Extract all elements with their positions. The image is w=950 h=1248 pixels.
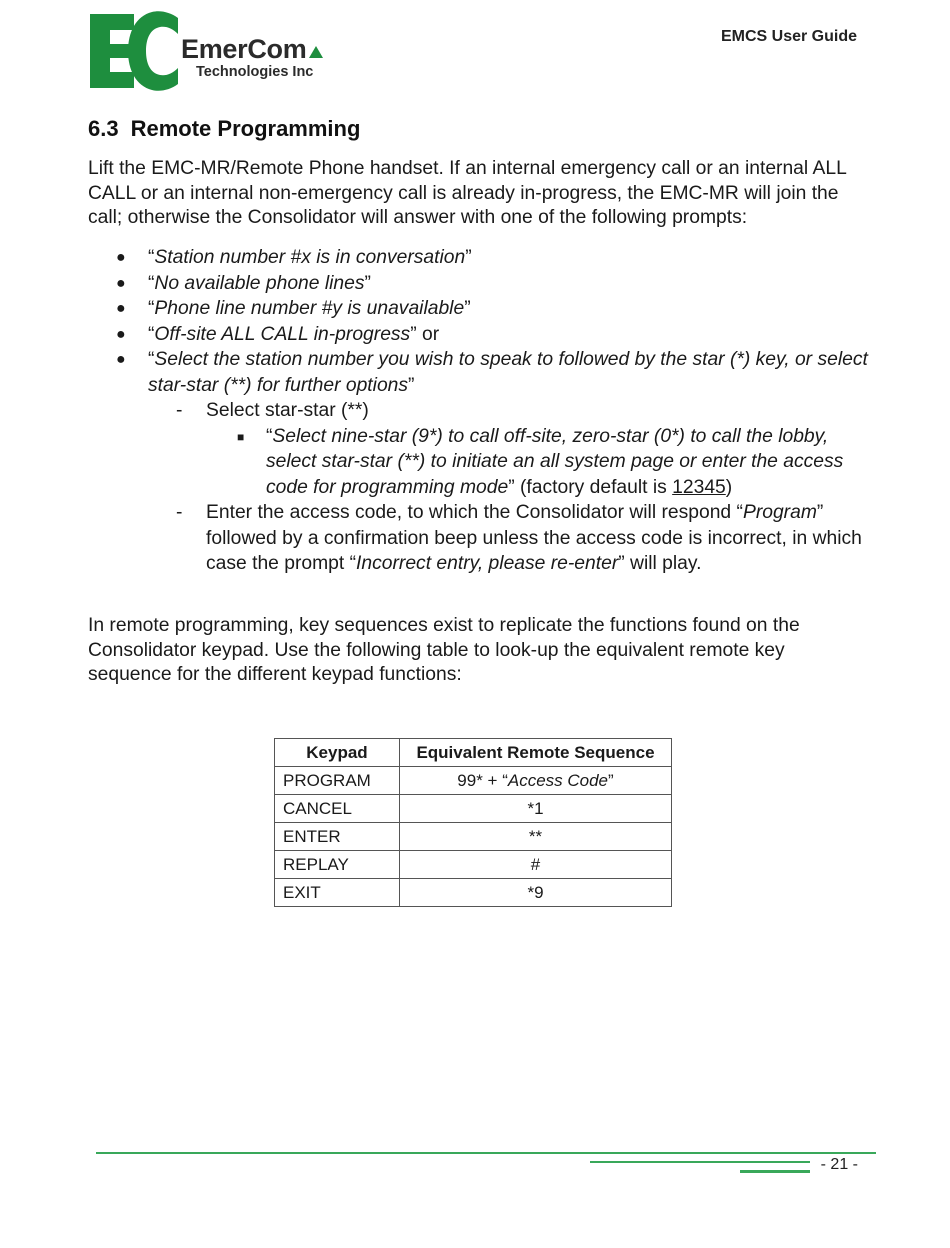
sequence-cell: #: [400, 851, 672, 879]
nested-list-item: ■ “Select nine-star (9*) to call off-site, zero-star (0*) to call the lobby, select star-star (**) to initiate an all system page or enter the access code for programming mode” (factory default is 12345): [237, 425, 844, 498]
logo-subtitle: Technologies Inc: [196, 64, 314, 80]
list-item: ● “Station number #x is in conversation”: [88, 245, 868, 271]
keypad-cell: PROGRAM: [275, 767, 400, 795]
ec-logo-mark-icon: [86, 8, 196, 92]
footer-rule-short: [740, 1170, 810, 1173]
column-header-sequence: Equivalent Remote Sequence: [400, 739, 672, 767]
incorrect-prompt: Incorrect entry, please re-enter: [356, 553, 619, 574]
document-title: EMCS User Guide: [720, 28, 857, 45]
sequence-prefix: 99* + “: [457, 770, 508, 790]
access-text-end: ” will play.: [618, 553, 702, 574]
select-star-text: Select star-star (**): [206, 400, 369, 421]
outro-paragraph: In remote programming, key sequences exist to replicate the functions found on the Consolidator keypad. Use the following table to look-up the equivalent remote key sequence for the different keypad functions:: [88, 615, 800, 685]
keypad-cell: ENTER: [275, 823, 400, 851]
prompt-text: No available phone lines: [154, 272, 365, 294]
table-row: [275, 795, 672, 823]
sequence-cell: *1: [400, 795, 672, 823]
table-row: [275, 851, 672, 879]
table-header-row: [275, 739, 672, 767]
keypad-cell: CANCEL: [275, 795, 400, 823]
logo-wordmark: EmerCom: [181, 34, 307, 64]
keypad-cell: EXIT: [275, 879, 400, 907]
prompt-text: Phone line number #y is unavailable: [154, 298, 465, 319]
list-item: ● “Off-site ALL CALL in-progress” or: [88, 322, 868, 348]
list-item: ● “Select the station number you wish to speak to followed by the star (*) key, or select star-star (**) for further options”: [116, 349, 868, 396]
prompt-text: Off-site ALL CALL in-progress: [154, 323, 411, 345]
square-bullet-icon: ■: [237, 429, 245, 444]
access-code-text: Access Code: [507, 770, 609, 790]
prompt-text: Station number #x is in conversation: [154, 247, 466, 268]
bullet-icon: ●: [116, 325, 126, 343]
program-prompt: Program: [742, 502, 817, 523]
triangle-icon: [309, 46, 323, 58]
sequence-cell: [400, 767, 672, 795]
sequence-cell: **: [400, 823, 672, 851]
keypad-cell: REPLAY: [275, 851, 400, 879]
list-item: ● “Phone line number #y is unavailable”: [88, 296, 868, 322]
column-header-keypad: Keypad: [275, 739, 400, 767]
sequence-suffix: ”: [608, 770, 614, 790]
table-row: [275, 823, 672, 851]
access-text: Enter the access code, to which the Consolidator will respond “: [206, 502, 743, 523]
intro-paragraph: Lift the EMC-MR/Remote Phone handset. If an internal emergency call or an internal ALL CALL or an internal non-emergency call is already in-progress, the EMC-MR will join the call; otherwise the Consolidator will answer with one of the following prompts:: [88, 158, 847, 228]
bullet-icon: ●: [116, 249, 126, 266]
section-title: Remote Programming: [130, 116, 361, 141]
prompt-list: [88, 245, 868, 577]
bullet-icon: ●: [116, 300, 126, 317]
factory-default-code: 12345: [672, 476, 726, 498]
dash-icon: -: [176, 400, 183, 421]
bullet-icon: ●: [116, 351, 126, 368]
table-row: [275, 767, 672, 795]
sequence-cell: *9: [400, 879, 672, 907]
table-row: [275, 879, 672, 907]
footer-rule-long: [96, 1152, 876, 1154]
prompt-text: Select the station number you wish to speak to followed by the star (*) key, or select star-star (**) for further options: [148, 349, 868, 396]
sub-list-item: [88, 500, 868, 577]
prompt-or: or: [416, 323, 440, 345]
company-logo: [86, 8, 336, 92]
dash-icon: -: [176, 502, 183, 523]
section-number: 6.3: [88, 116, 119, 141]
page-number: - 21 -: [820, 1156, 858, 1173]
list-item: ● “No available phone lines”: [88, 271, 868, 297]
bullet-icon: ●: [116, 274, 126, 292]
factory-default-close: ): [725, 476, 733, 498]
factory-default-label: (factory default is: [514, 476, 673, 498]
keypad-table: [274, 738, 672, 907]
nested-prompt-text: Select nine-star (9*) to call off-site, zero-star (0*) to call the lobby, select star-star (**) to initiate an all system page or enter the access code for programming mode: [266, 425, 844, 498]
sub-list-item: [88, 398, 868, 424]
footer-rule-medium: [590, 1161, 810, 1163]
section-heading: [88, 116, 360, 142]
access-text-middle: ” followed by a confirmation beep unless the access code is incorrect, in which case the prompt “: [206, 502, 862, 574]
